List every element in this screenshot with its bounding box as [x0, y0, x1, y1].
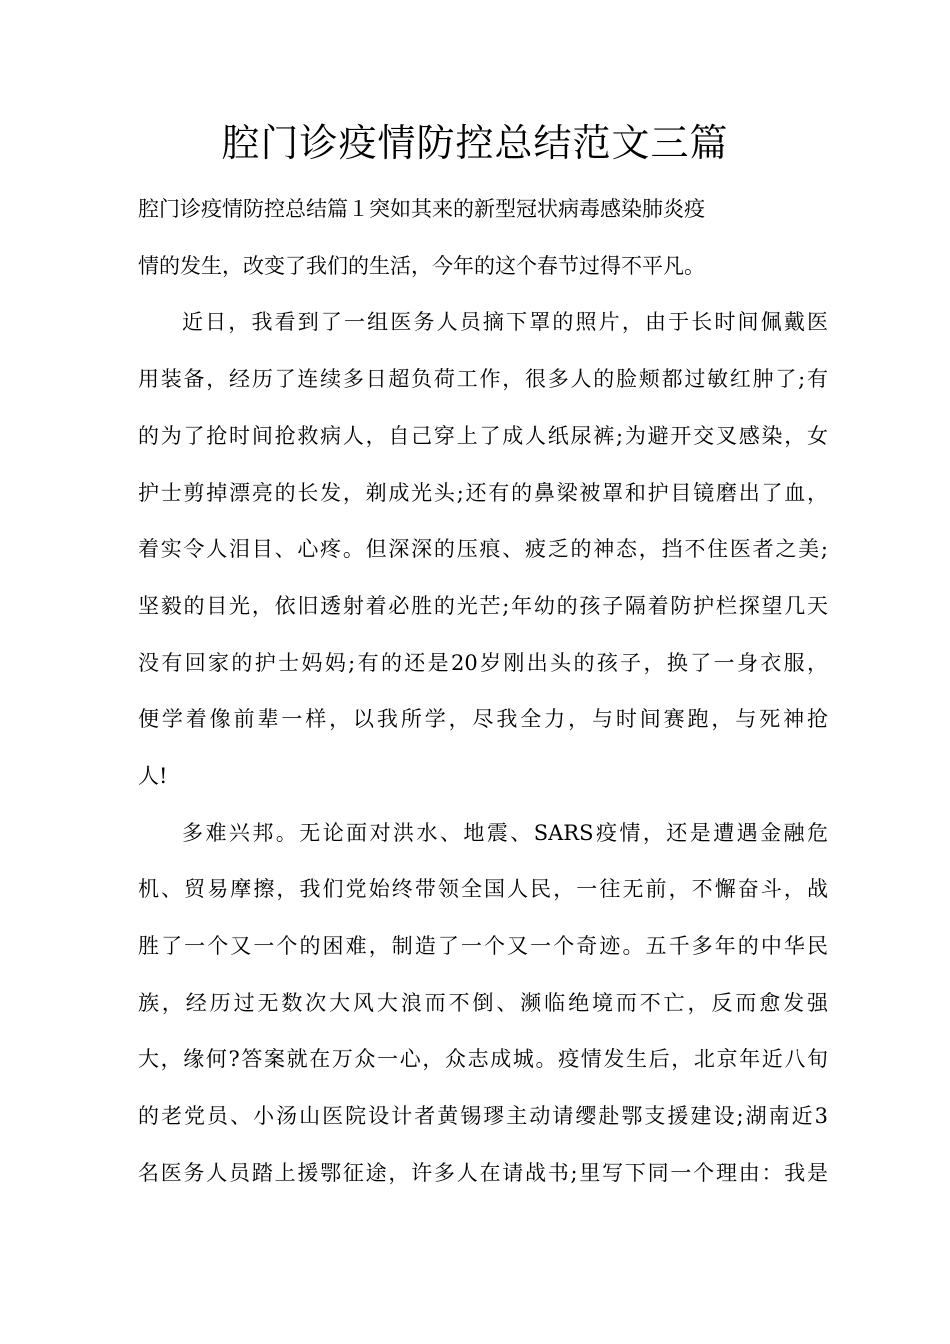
document-title: 腔门诊疫情防控总结范文三篇	[221, 121, 729, 165]
paragraph-3-line-7: 名医务人员踏上援鄂征途，许多人在请战书;里写下同一个理由：我是	[138, 1161, 828, 1185]
paragraph-3-line-1: 多难兴邦。无论面对洪水、地震、SARS疫情，还是遭遇金融危	[182, 821, 828, 845]
paragraph-3-line-2: 机、贸易摩擦，我们党始终带领全国人民，一往无前，不懈奋斗，战	[138, 877, 828, 901]
paragraph-1-line-1: 腔门诊疫情防控总结篇１突如其来的新型冠状病毒感染肺炎疫	[138, 197, 705, 221]
paragraph-3-line-6: 的老党员、小汤山医院设计者黄锡璆主动请缨赴鄂支援建设;湖南近3	[138, 1104, 828, 1128]
paragraph-2-line-6: 坚毅的目光，依旧透射着必胜的光芒;年幼的孩子隔着防护栏探望几天	[138, 594, 828, 618]
paragraph-2-line-2: 用装备，经历了连续多日超负荷工作，很多人的脸颊都过敏红肿了;有	[138, 367, 828, 391]
paragraph-2-line-1: 近日，我看到了一组医务人员摘下罩的照片，由于长时间佩戴医	[182, 310, 828, 334]
paragraph-3-line-3: 胜了一个又一个的困难，制造了一个又一个奇迹。五千多年的中华民	[138, 934, 828, 958]
paragraph-1-line-2: 情的发生，改变了我们的生活，今年的这个春节过得不平凡。	[138, 254, 705, 278]
paragraph-2-line-7: 没有回家的护士妈妈;有的还是20岁刚出头的孩子，换了一身衣服，	[138, 651, 828, 675]
paragraph-2-line-4: 护士剪掉漂亮的长发，剃成光头;还有的鼻梁被罩和护目镜磨出了血，	[138, 481, 828, 505]
paragraph-2-line-3: 的为了抢时间抢救病人，自己穿上了成人纸尿裤;为避开交叉感染，女	[138, 424, 828, 448]
paragraph-2-line-5: 着实令人泪目、心疼。但深深的压痕、疲乏的神态，挡不住医者之美;	[138, 537, 828, 561]
paragraph-3-line-5: 大，缘何?答案就在万众一心，众志成城。疫情发生后，北京年近八旬	[138, 1047, 828, 1071]
paragraph-2-line-8: 便学着像前辈一样，以我所学，尽我全力，与时间赛跑，与死神抢	[138, 707, 828, 731]
paragraph-3-line-4: 族，经历过无数次大风大浪而不倒、濒临绝境而不亡，反而愈发强	[138, 991, 828, 1015]
paragraph-2-line-9: 人!	[138, 764, 168, 788]
